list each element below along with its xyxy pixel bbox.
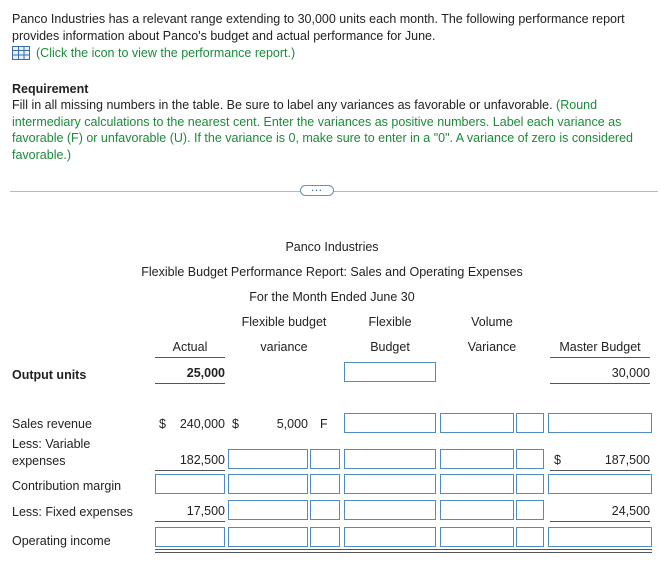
header-flexible-budget-1: Flexible [368,315,412,329]
operating-income-fbv-input[interactable] [228,527,308,547]
fixed-expenses-flexible-budget-input[interactable] [344,500,436,520]
output-units-master: 30,000 [611,366,650,380]
row-label-operating-income: Operating income [12,534,111,548]
fixed-expenses-master: 24,500 [611,504,650,518]
contribution-margin-flexible-budget-input[interactable] [344,474,436,494]
operating-income-double-underline-2 [155,552,652,553]
report-company: Panco Industries [285,240,379,254]
more-dots-icon: … [310,180,324,194]
output-units-actual-underline [155,383,225,384]
expand-more-button[interactable] [300,180,334,196]
report-title: Flexible Budget Performance Report: Sales and Operating Expenses [141,265,523,279]
fixed-expenses-volume-variance-input[interactable] [440,500,514,520]
variable-expenses-flexible-budget-input[interactable] [344,449,436,469]
requirement-text [12,97,660,163]
fixed-expenses-actual: 17,500 [186,504,225,518]
operating-income-volume-variance-label-input[interactable] [516,527,544,547]
header-underline-master [550,357,650,358]
output-units-flexible-budget-input[interactable] [344,362,436,382]
variable-expenses-volume-variance-label-input[interactable] [516,449,544,469]
section-divider [10,191,658,192]
header-volume-variance-1: Volume [471,315,513,329]
fixed-expenses-fbv-label-input[interactable] [310,500,340,520]
intro-text: Panco Industries has a relevant range extending to 30,000 units each month. The following performance report provides information about Panco's budget and actual performance for June. [12,12,625,43]
variable-expenses-fbv-input[interactable] [228,449,308,469]
view-report-link[interactable]: (Click the icon to view the performance report.) [36,46,296,60]
fixed-expenses-volume-variance-label-input[interactable] [516,500,544,520]
sales-revenue-master-input[interactable] [548,413,652,433]
header-volume-variance-2: Variance [467,340,517,354]
contribution-margin-fbv-input[interactable] [228,474,308,494]
header-master-budget: Master Budget [559,340,641,354]
header-flexible-budget-variance-1: Flexible budget [241,315,327,329]
operating-income-fbv-label-input[interactable] [310,527,340,547]
row-label-contribution-margin: Contribution margin [12,479,122,493]
operating-income-actual-input[interactable] [155,527,225,547]
contribution-margin-actual-input[interactable] [155,474,225,494]
requirement-heading: Requirement [12,82,89,96]
output-units-actual: 25,000 [186,366,225,380]
variable-expenses-volume-variance-input[interactable] [440,449,514,469]
variable-expenses-master-dollar: $ [554,453,561,467]
header-underline-actual [155,357,225,358]
table-icon[interactable] [12,46,30,60]
variable-expenses-actual: 182,500 [179,453,225,467]
operating-income-flexible-budget-input[interactable] [344,527,436,547]
row-label-variable-expenses-1: Less: Variable [12,437,91,451]
variable-expenses-master: 187,500 [604,453,650,467]
contribution-margin-fbv-label-input[interactable] [310,474,340,494]
row-label-sales-revenue: Sales revenue [12,417,92,431]
row-label-output-units: Output units [12,368,87,382]
sales-revenue-fbv-label: F [320,417,328,431]
sales-revenue-actual-dollar: $ [159,417,166,431]
sales-revenue-fbv: 5,000 [276,417,308,431]
variable-expenses-actual-underline [155,470,225,471]
sales-revenue-actual: 240,000 [179,417,225,431]
header-flexible-budget-variance-2: variance [260,340,308,354]
operating-income-double-underline-1 [155,549,652,550]
report-period: For the Month Ended June 30 [249,290,415,304]
sales-revenue-volume-variance-input[interactable] [440,413,514,433]
output-units-master-underline [550,383,650,384]
requirement-instruction: Fill in all missing numbers in the table. Be sure to label any variances as favorable or unfavorable. [12,98,553,112]
variable-expenses-fbv-label-input[interactable] [310,449,340,469]
contribution-margin-volume-variance-input[interactable] [440,474,514,494]
sales-revenue-volume-variance-label-input[interactable] [516,413,544,433]
contribution-margin-master-input[interactable] [548,474,652,494]
requirement-hint: (Round intermediary calculations to the nearest cent. Enter the variances as positive numbers. Label each variance as favorable (F) or unfavorable (U). If the variance is 0, make sure to enter in a "0". A variance of zero is considered favorable.) [12,98,633,162]
fixed-expenses-actual-underline [155,521,225,522]
operating-income-volume-variance-input[interactable] [440,527,514,547]
operating-income-master-input[interactable] [548,527,652,547]
row-label-variable-expenses-2: expenses [12,454,66,468]
contribution-margin-volume-variance-label-input[interactable] [516,474,544,494]
row-label-fixed-expenses: Less: Fixed expenses [12,505,133,519]
sales-revenue-flexible-budget-input[interactable] [344,413,436,433]
header-actual: Actual [172,340,208,354]
variable-expenses-master-underline [550,470,650,471]
fixed-expenses-fbv-input[interactable] [228,500,308,520]
fixed-expenses-master-underline [550,521,650,522]
header-flexible-budget-2: Budget [370,340,410,354]
sales-revenue-fbv-dollar: $ [232,417,239,431]
